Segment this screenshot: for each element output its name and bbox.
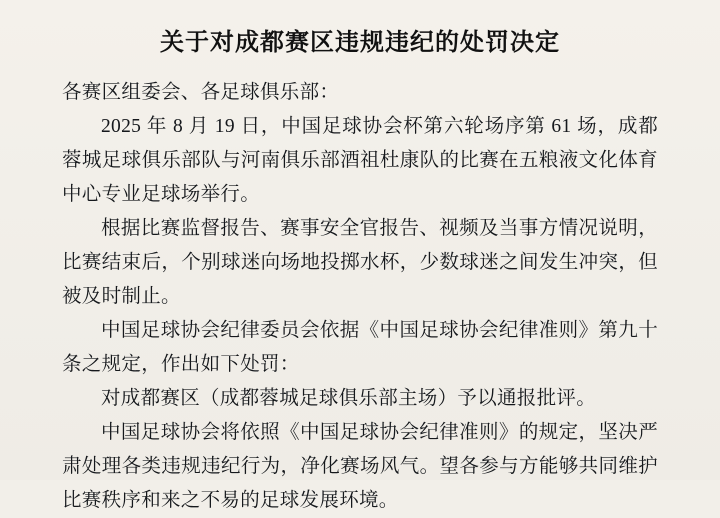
paragraph-penalty: 对成都赛区（成都蓉城足球俱乐部主场）予以通报批评。 [101,388,597,409]
page-title: 关于对成都赛区违规违纪的处罚决定 [160,29,560,56]
document-body [62,76,658,518]
paragraph-closing-statement: 中国足球协会将依照《中国足球协会纪律准则》的规定，坚决严肃处理各类违规违纪行为，净化赛场风气。望各参与方能够共同维护比赛秩序和来之不易的足球发展环境。 [62,422,658,511]
paragraph-match-info: 2025 年 8 月 19 日，中国足球协会杯第六轮场序第 61 场，成都蓉城足球俱乐部队与河南俱乐部酒祖杜康队的比赛在五粮液文化体育中心专业足球场举行。 [62,116,658,205]
paragraph-incident-report: 根据比赛监督报告、赛事安全官报告、视频及当事方情况说明，比赛结束后，个别球迷向场地投掷水杯，少数球迷之间发生冲突，但被及时制止。 [62,218,658,307]
paragraph-legal-basis: 中国足球协会纪律委员会依据《中国足球协会纪律准则》第九十条之规定，作出如下处罚： [62,320,658,375]
paragraph-salutation: 各赛区组委会、各足球俱乐部： [62,82,340,103]
